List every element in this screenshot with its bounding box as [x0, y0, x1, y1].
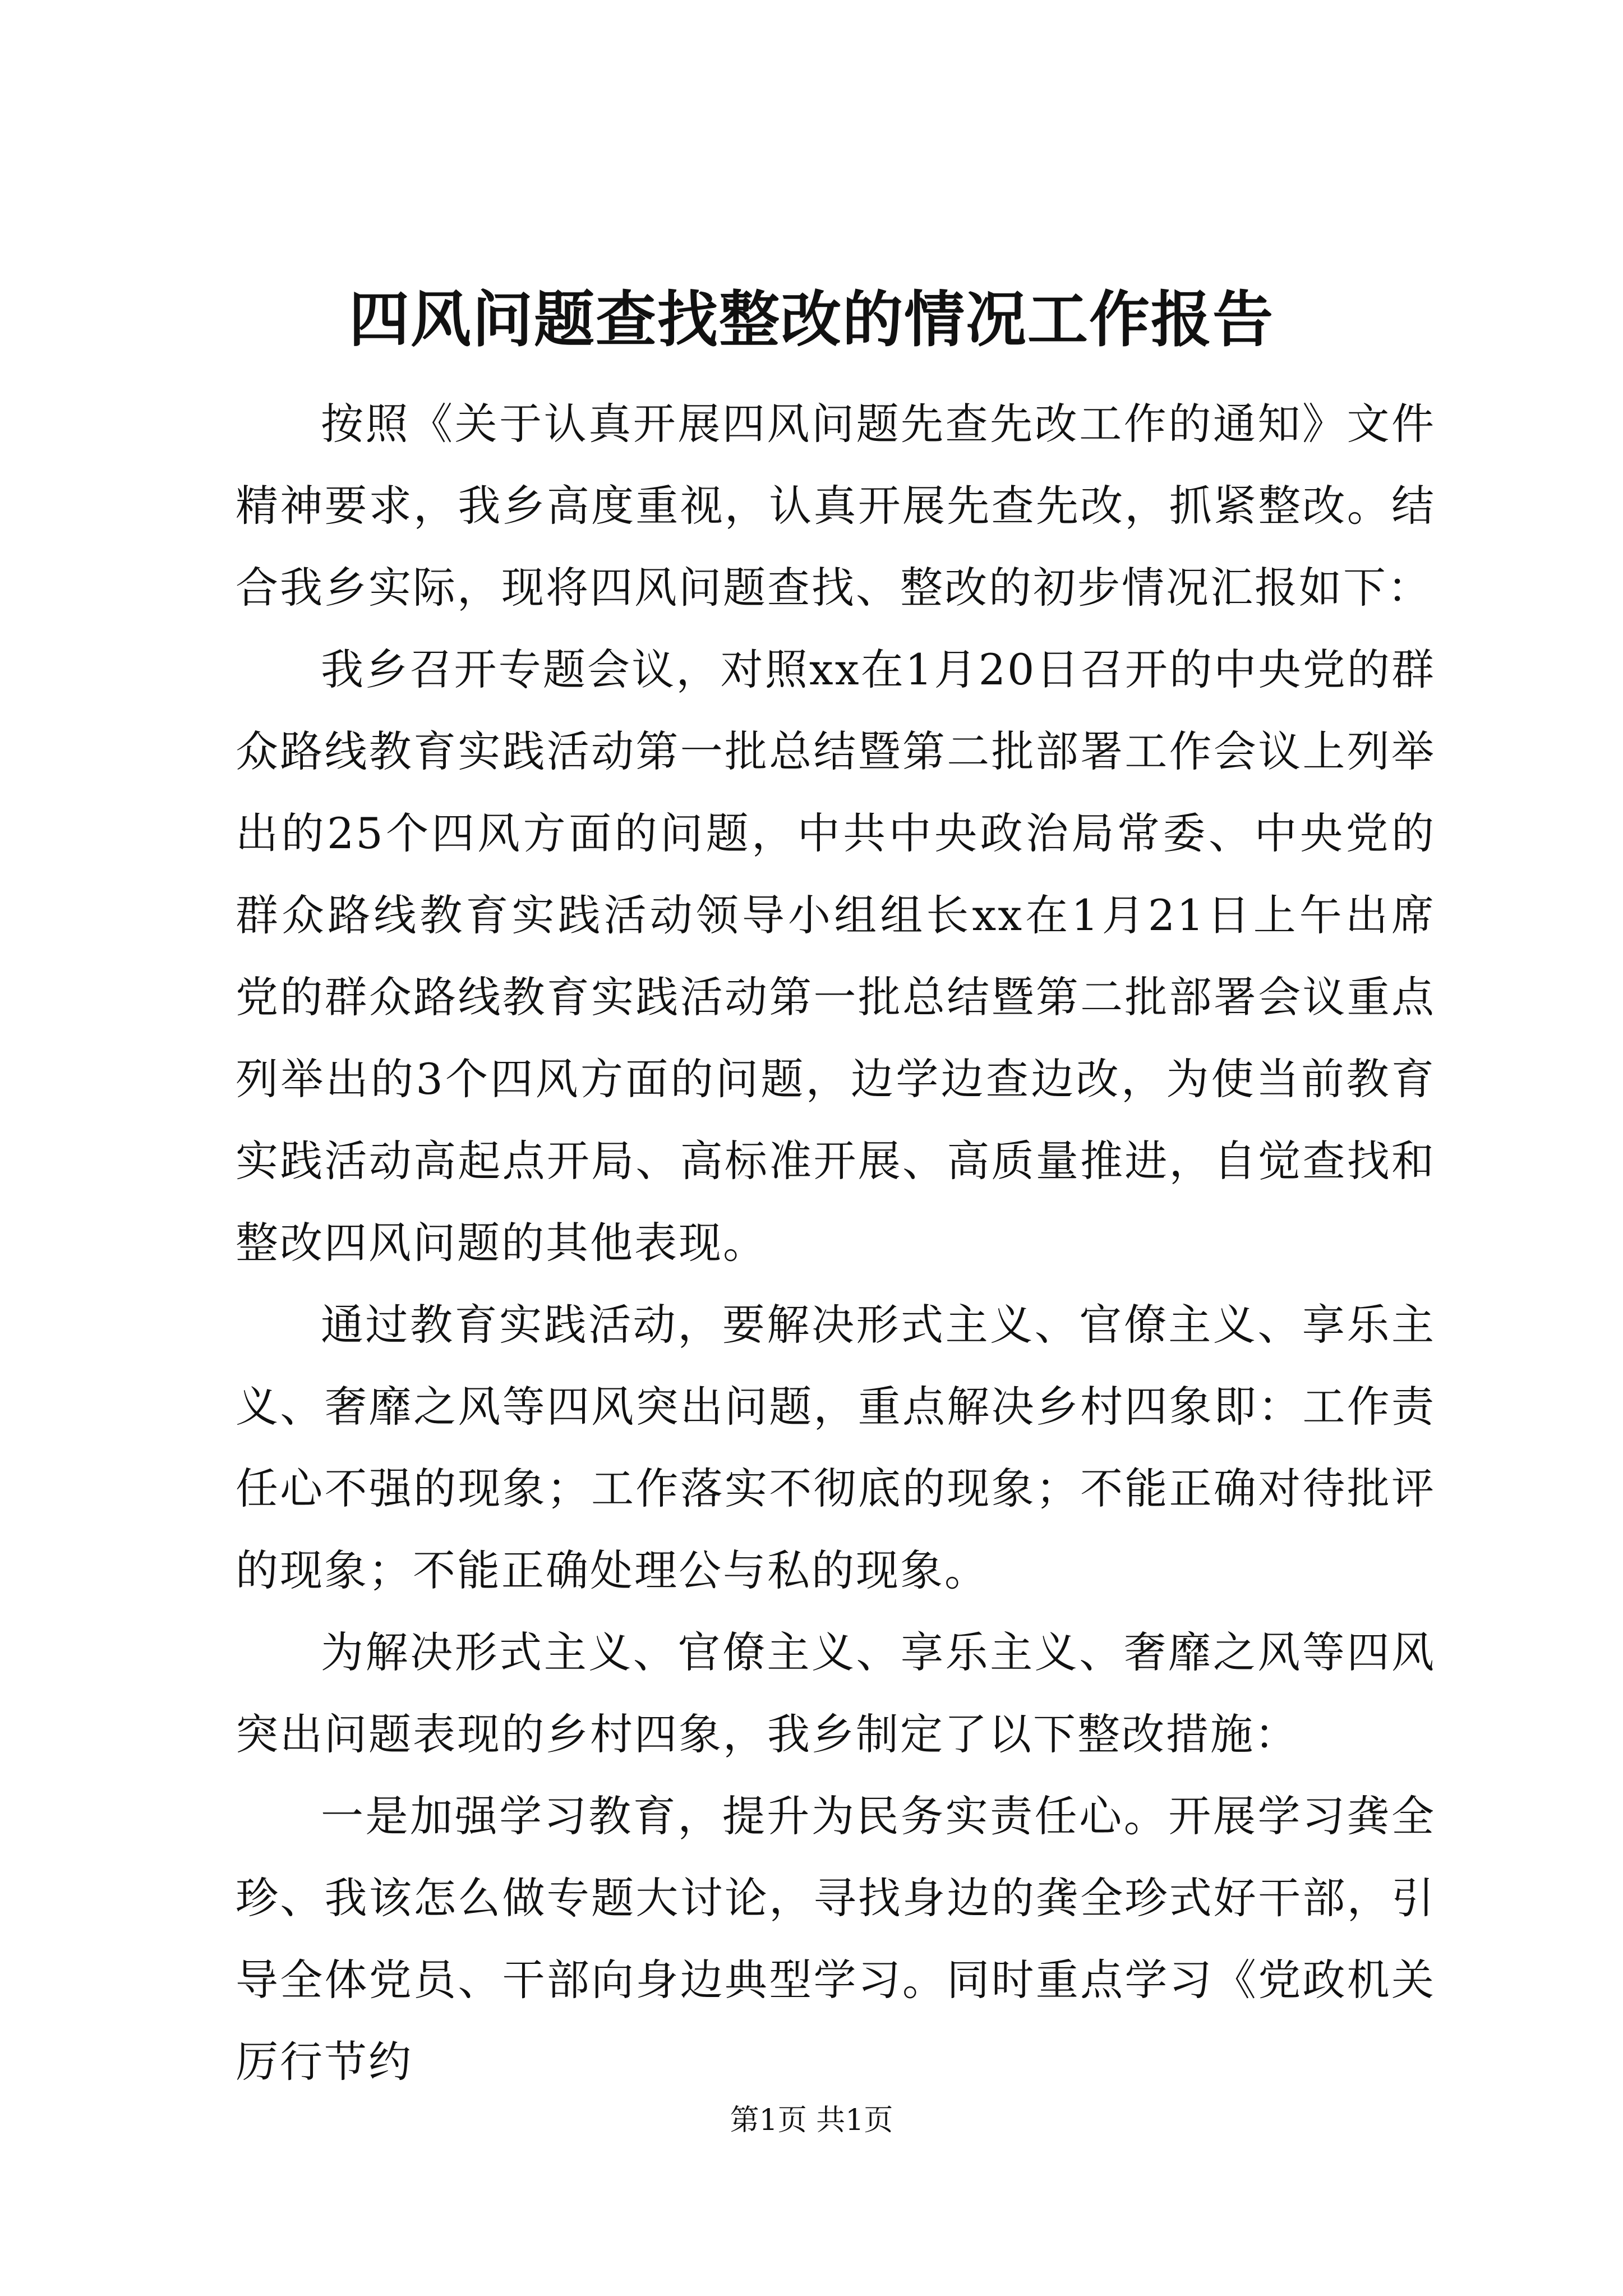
paragraph-5: 一是加强学习教育，提升为民务实责任心。开展学习龚全珍、我该怎么做专题大讨论，寻找身边的龚全珍式好干部，引导全体党员、干部向身边典型学习。同时重点学习《党政机关厉行节约 [236, 1791, 1436, 2087]
document-body [236, 383, 1436, 2103]
paragraph-1: 按照《关于认真开展四风问题先查先改工作的通知》文件精神要求，我乡高度重视，认真开展先查先改，抓紧整改。结合我乡实际，现将四风问题查找、整改的初步情况汇报如下： [236, 399, 1436, 613]
paragraph-4: 为解决形式主义、官僚主义、享乐主义、奢靡之风等四风突出问题表现的乡村四象，我乡制定了以下整改措施： [236, 1627, 1436, 1759]
paragraph-3: 通过教育实践活动，要解决形式主义、官僚主义、享乐主义、奢靡之风等四风突出问题，重点解决乡村四象即：工作责任心不强的现象；工作落实不彻底的现象；不能正确对待批评的现象；不能正确处理公与私的现象。 [236, 1300, 1436, 1595]
page-footer: 第1页 共1页 [730, 2104, 893, 2137]
paragraph-2: 我乡召开专题会议，对照xx在1月20日召开的中央党的群众路线教育实践活动第一批总结暨第二批部署工作会议上列举出的25个四风方面的问题，中共中央政治局常委、中央党的群众路线教育实践活动领导小组组长xx在1月21日上午出席党的群众路线教育实践活动第一批总结暨第二批部署会议重点列举出的3个四风方面的问题，边学边查边改，为使当前教育实践活动高起点开局、高标准开展、高质量推进，自觉查找和整改四风问题的其他表现。 [236, 645, 1436, 1268]
page-title: 四风问题查找整改的情况工作报告 [348, 284, 1274, 355]
